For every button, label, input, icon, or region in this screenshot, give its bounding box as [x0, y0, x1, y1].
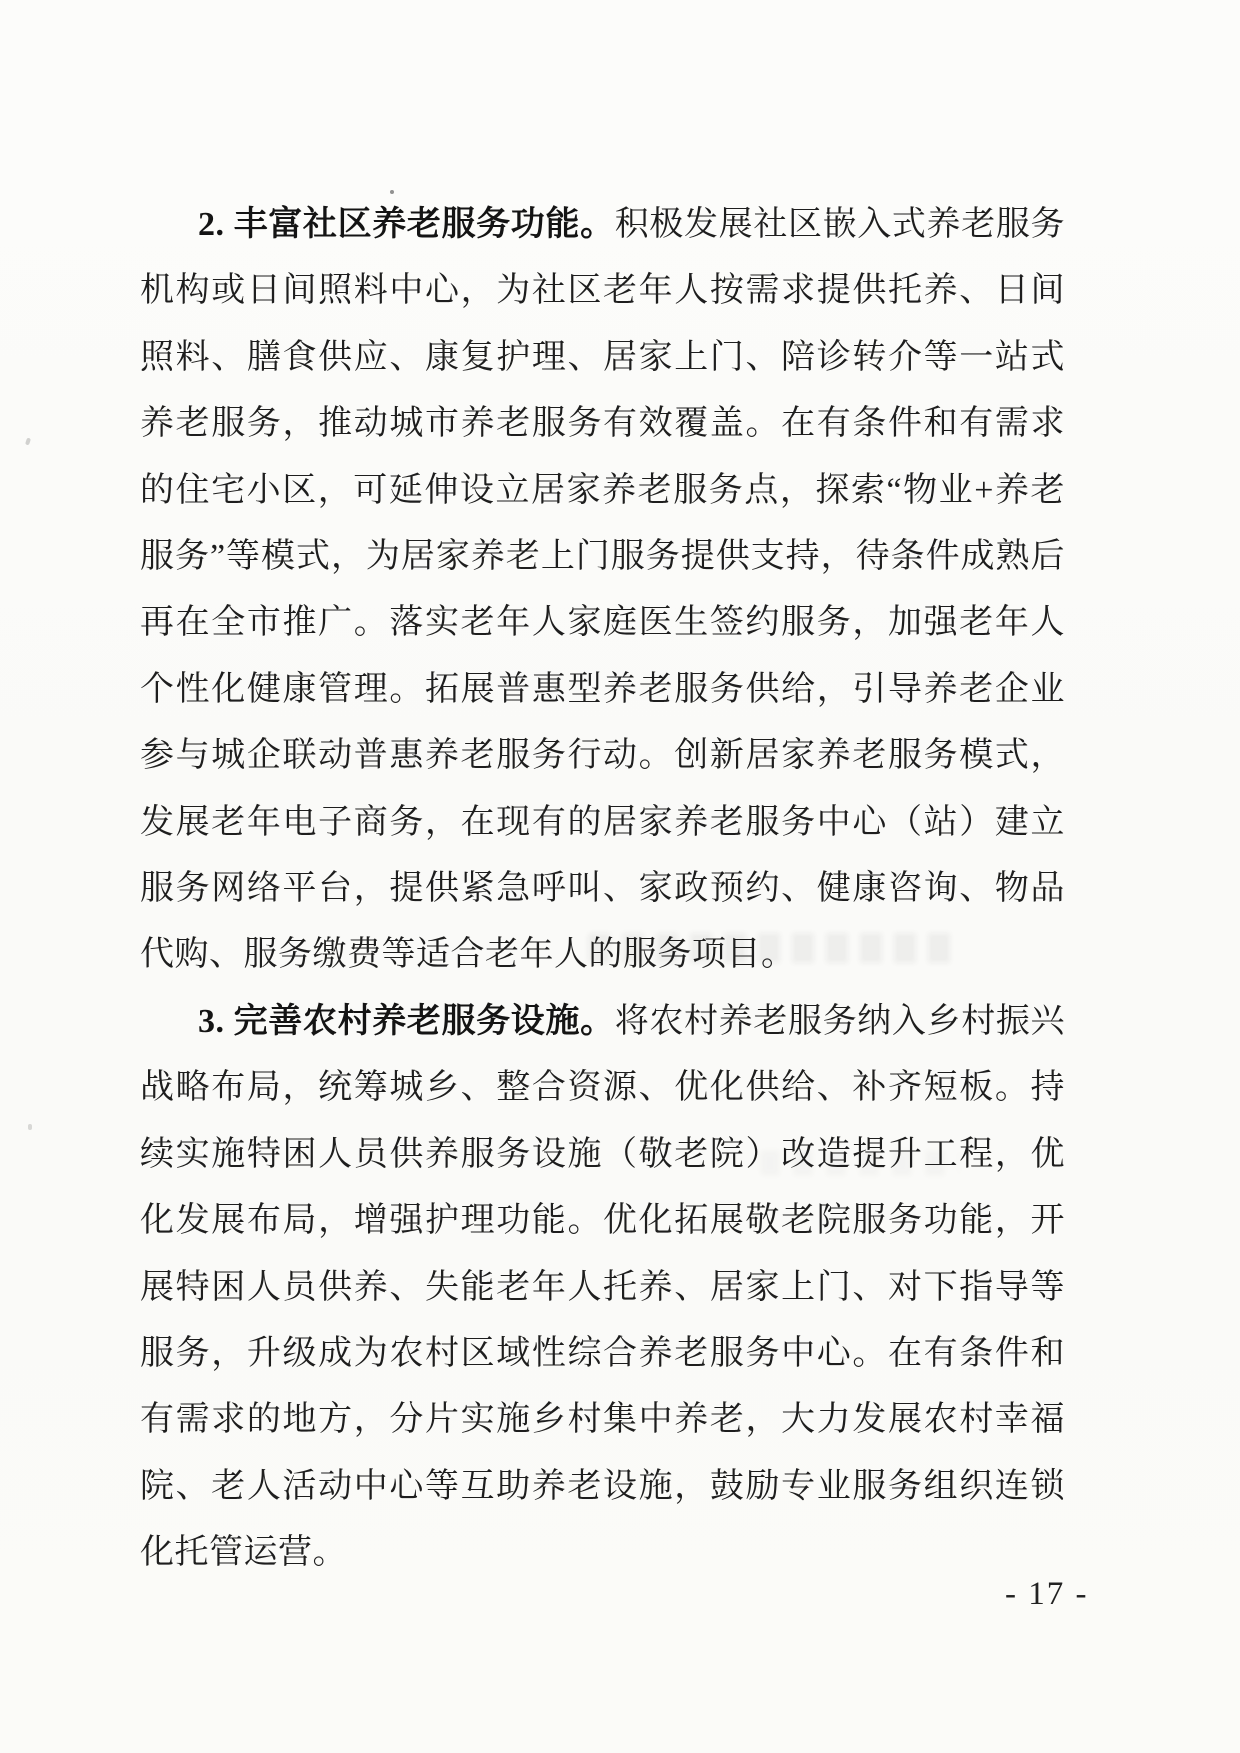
document-text	[140, 192, 1065, 1587]
page-number: - 17 -	[1005, 1576, 1089, 1612]
scan-speck	[28, 1124, 32, 1130]
paragraph-body: 将农村养老服务纳入乡村振兴战略布局，统筹城乡、整合资源、优化供给、补齐短板。持续实施特困人员供养服务设施（敬老院）改造提升工程，优化发展布局，增强护理功能。优化拓展敬老院服务功能，开展特困人员供养、失能老年人托养、居家上门、对下指导等服务，升级成为农村区域性综合养老服务中心。在有条件和有需求的地方，分片实施乡村集中养老，大力发展农村幸福院、老人活动中心等互助养老设施，鼓励专业服务组织连锁化托管运营。	[140, 1002, 1065, 1572]
paragraph-heading: 2. 丰富社区养老服务功能。	[198, 206, 615, 243]
paragraph-heading: 3. 完善农村养老服务设施。	[198, 1002, 615, 1040]
paragraph-community-elder-services	[140, 192, 1065, 989]
paragraph-rural-elder-facilities	[140, 989, 1065, 1587]
paragraph-body: 积极发展社区嵌入式养老服务机构或日间照料中心，为社区老年人按需求提供托养、日间照料、膳食供应、康复护理、居家上门、陪诊转介等一站式养老服务，推动城市养老服务有效覆盖。在有条件和有需求的住宅小区，可延伸设立居家养老服务点，探索“物业+养老服务”等模式，为居家养老上门服务提供支持，待条件成熟后再在全市推广。落实老年人家庭医生签约服务，加强老年人个性化健康管理。拓展普惠型养老服务供给，引导养老企业参与城企联动普惠养老服务行动。创新居家养老服务模式，发展老年电子商务，在现有的居家养老服务中心（站）建立服务网络平台，提供紧急呼叫、家政预约、健康咨询、物品代购、服务缴费等适合老年人的服务项目。	[140, 206, 1065, 974]
scan-speck	[25, 438, 31, 446]
